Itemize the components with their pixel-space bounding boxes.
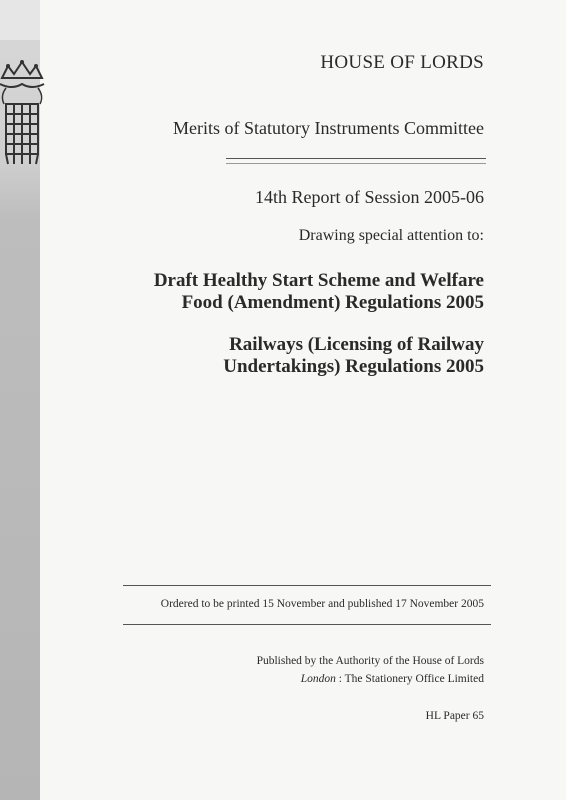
- instrument-title-line: Draft Healthy Start Scheme and Welfare: [153, 270, 484, 291]
- print-order-note: Ordered to be printed 15 November and published 17 November 2005: [160, 598, 484, 610]
- portcullis-icon: [0, 60, 46, 170]
- divider: [123, 624, 491, 625]
- divider: [226, 158, 486, 159]
- paper-number: HL Paper 65: [425, 710, 484, 722]
- instrument-title-line: Railways (Licensing of Railway: [229, 334, 484, 355]
- instrument-title: [154, 270, 484, 314]
- instrument-title-line: Undertakings) Regulations 2005: [223, 356, 484, 377]
- publisher-authority: Published by the Authority of the House of Lords: [256, 655, 484, 667]
- band-highlight: [0, 0, 40, 40]
- instrument-title: [223, 334, 484, 378]
- committee-name: Merits of Statutory Instruments Committee: [173, 118, 484, 138]
- divider: [123, 585, 491, 586]
- report-title: 14th Report of Session 2005-06: [255, 187, 484, 207]
- publisher-name: : The Stationery Office Limited: [335, 673, 484, 685]
- publisher-city: London: [300, 673, 336, 685]
- attention-label: Drawing special attention to:: [298, 227, 484, 244]
- publisher-line: [257, 670, 484, 688]
- divider: [226, 163, 486, 164]
- house-title: HOUSE OF LORDS: [320, 52, 484, 73]
- instrument-title-line: Food (Amendment) Regulations 2005: [181, 292, 484, 313]
- publisher-block: [257, 652, 484, 688]
